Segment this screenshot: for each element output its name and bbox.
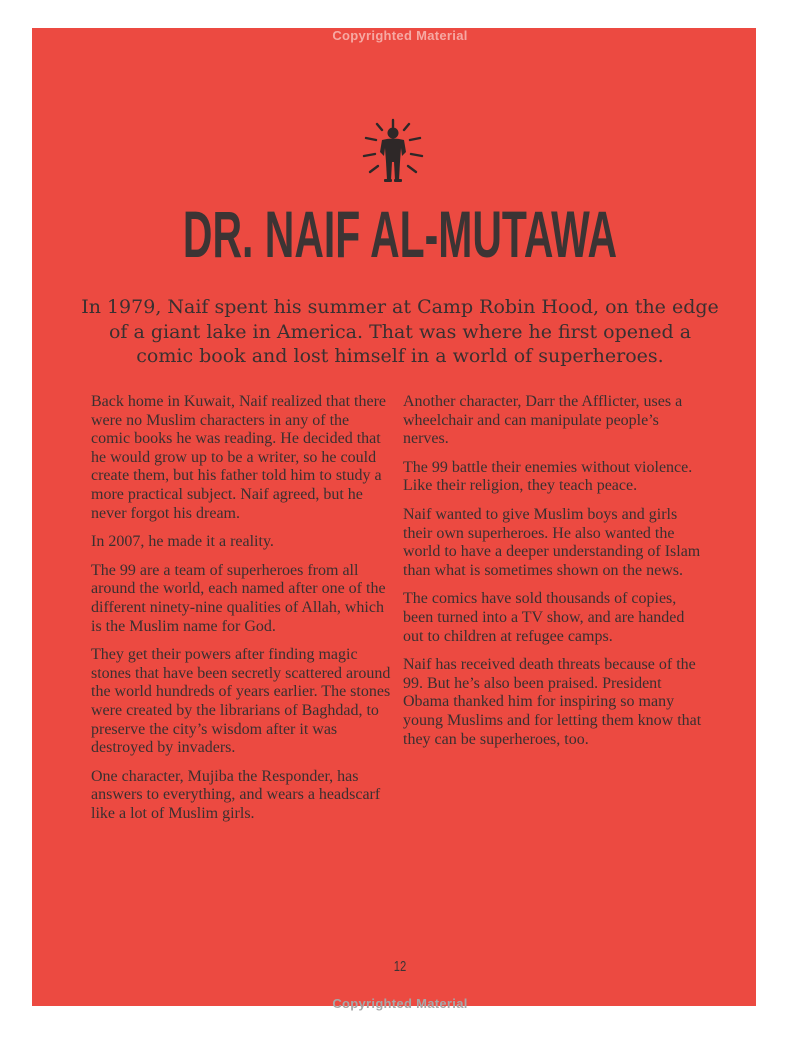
right-column [403,393,703,759]
paragraph: The 99 are a team of superheroes from all around the world, each named after one of the different ninety-nine qualities of Allah, which is the Muslim name for God. [91,561,386,635]
watermark-top: Copyrighted Material [332,28,468,43]
paragraph: In 2007, he made it a reality. [91,533,274,551]
page-title: DR. NAIF AL-MUTAWA [182,197,618,271]
superhero-figure-icon [360,118,426,188]
paragraph: Naif has received death threats because of the 99. But he’s also been praised. President Obama thanked him for inspiring so many young Muslims and for letting them know that they can be superheroes, too. [403,656,702,748]
watermark-bottom: Copyrighted Material [332,996,468,1011]
paragraph: The comics have sold thousands of copies, been turned into a TV show, and are handed out to children at refugee camps. [403,590,685,645]
paragraph: Back home in Kuwait, Naif realized that there were no Muslim characters in any of the comic books he was reading. He decided that he would grow up to be a writer, so he could create them, but his father told him to study a more practical subject. Naif agreed, but he never forgot his dream. [91,393,386,522]
paragraph: One character, Mujiba the Responder, has answers to everything, and wears a headscarf like a lot of Muslim girls. [91,767,381,822]
paragraph: Naif wanted to give Muslim boys and girls their own superheroes. He also wanted the world to have a deeper understanding of Islam than what is sometimes shown on the news. [403,505,701,579]
intro-paragraph: In 1979, Naif spent his summer at Camp Robin Hood, on the edge of a giant lake in America. That was where he first opened a comic book and lost himself in a world of superheroes. [81,296,719,367]
paragraph: They get their powers after finding magic stones that have been secretly scattered around the world hundreds of years earlier. The stones were created by the librarians of Baghdad, to preserve the city’s wisdom after it was destroyed by invaders. [91,646,391,757]
paragraph: Another character, Darr the Afflicter, uses a wheelchair and can manipulate people’s nerves. [403,393,683,448]
paragraph: The 99 battle their enemies without violence. Like their religion, they teach peace. [403,458,693,495]
left-column [91,393,391,833]
page-number: 12 [393,958,407,975]
